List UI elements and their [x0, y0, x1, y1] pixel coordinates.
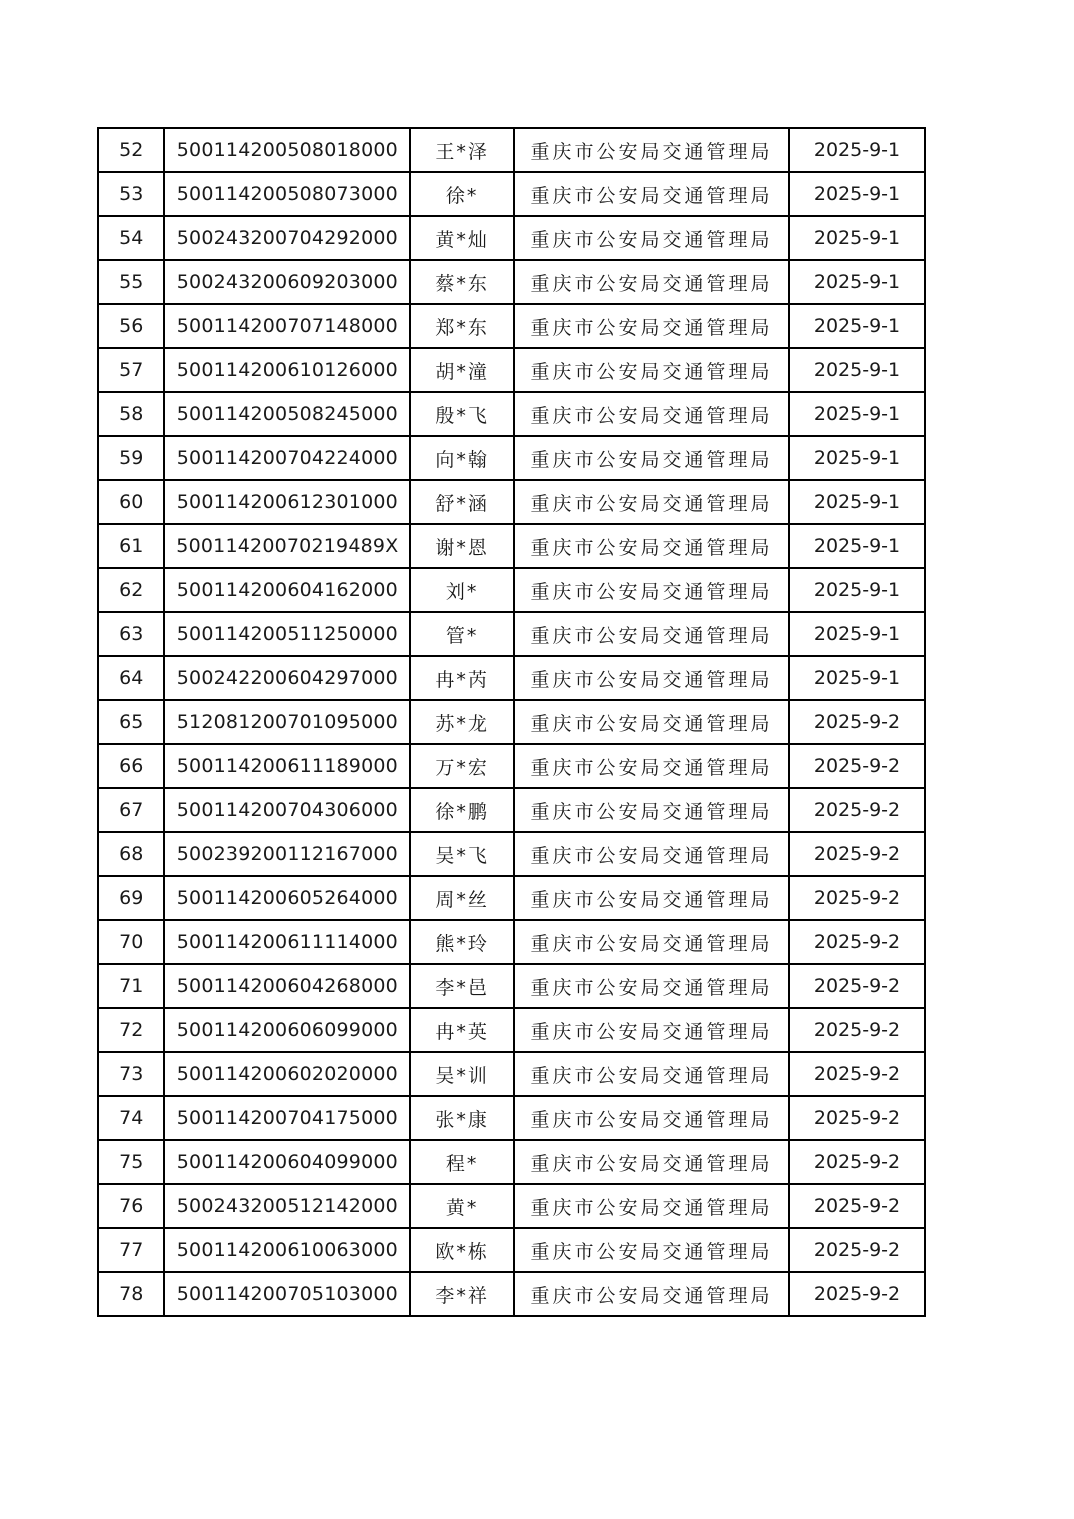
- id-number-cell: 500114200704175000: [164, 1096, 410, 1140]
- table-row: [98, 1052, 925, 1096]
- date-cell: 2025-9-2: [789, 1096, 925, 1140]
- id-number-cell: 500114200511250000: [164, 612, 410, 656]
- id-number-cell: 500114200704224000: [164, 436, 410, 480]
- person-name-cell: 徐*鹏: [410, 788, 514, 832]
- person-name-cell: 郑*东: [410, 304, 514, 348]
- row-number-cell: 68: [98, 832, 164, 876]
- date-cell: 2025-9-2: [789, 920, 925, 964]
- row-number-cell: 57: [98, 348, 164, 392]
- table-row: [98, 216, 925, 260]
- id-number-cell: 500114200604268000: [164, 964, 410, 1008]
- issuing-authority-cell: 重庆市公安局交通管理局: [514, 876, 789, 920]
- table-row: [98, 656, 925, 700]
- person-name-cell: 黄*: [410, 1184, 514, 1228]
- issuing-authority-cell: 重庆市公安局交通管理局: [514, 832, 789, 876]
- date-cell: 2025-9-2: [789, 1228, 925, 1272]
- person-name-cell: 吴*训: [410, 1052, 514, 1096]
- date-cell: 2025-9-1: [789, 348, 925, 392]
- date-cell: 2025-9-2: [789, 788, 925, 832]
- person-name-cell: 冉*芮: [410, 656, 514, 700]
- issuing-authority-cell: 重庆市公安局交通管理局: [514, 1052, 789, 1096]
- issuing-authority-cell: 重庆市公安局交通管理局: [514, 128, 789, 172]
- id-number-cell: 500243200512142000: [164, 1184, 410, 1228]
- issuing-authority-cell: 重庆市公安局交通管理局: [514, 568, 789, 612]
- issuing-authority-cell: 重庆市公安局交通管理局: [514, 480, 789, 524]
- table-row: [98, 920, 925, 964]
- issuing-authority-cell: 重庆市公安局交通管理局: [514, 260, 789, 304]
- id-number-cell: 500114200605264000: [164, 876, 410, 920]
- issuing-authority-cell: 重庆市公安局交通管理局: [514, 964, 789, 1008]
- id-number-cell: 500114200610063000: [164, 1228, 410, 1272]
- row-number-cell: 53: [98, 172, 164, 216]
- date-cell: 2025-9-1: [789, 128, 925, 172]
- date-cell: 2025-9-2: [789, 832, 925, 876]
- person-name-cell: 万*宏: [410, 744, 514, 788]
- table-row: [98, 568, 925, 612]
- id-number-cell: 500114200508245000: [164, 392, 410, 436]
- row-number-cell: 71: [98, 964, 164, 1008]
- id-number-cell: 512081200701095000: [164, 700, 410, 744]
- table-row: [98, 1140, 925, 1184]
- records-table-body: [98, 128, 925, 1316]
- id-number-cell: 500114200707148000: [164, 304, 410, 348]
- date-cell: 2025-9-1: [789, 260, 925, 304]
- row-number-cell: 63: [98, 612, 164, 656]
- person-name-cell: 熊*玲: [410, 920, 514, 964]
- row-number-cell: 61: [98, 524, 164, 568]
- row-number-cell: 54: [98, 216, 164, 260]
- table-row: [98, 876, 925, 920]
- issuing-authority-cell: 重庆市公安局交通管理局: [514, 1228, 789, 1272]
- date-cell: 2025-9-2: [789, 1140, 925, 1184]
- id-number-cell: 500114200610126000: [164, 348, 410, 392]
- id-number-cell: 500242200604297000: [164, 656, 410, 700]
- id-number-cell: 500114200602020000: [164, 1052, 410, 1096]
- date-cell: 2025-9-1: [789, 172, 925, 216]
- row-number-cell: 58: [98, 392, 164, 436]
- records-table: [97, 127, 926, 1317]
- person-name-cell: 王*泽: [410, 128, 514, 172]
- issuing-authority-cell: 重庆市公安局交通管理局: [514, 436, 789, 480]
- person-name-cell: 李*祥: [410, 1272, 514, 1316]
- date-cell: 2025-9-1: [789, 436, 925, 480]
- id-number-cell: 500114200611114000: [164, 920, 410, 964]
- issuing-authority-cell: 重庆市公安局交通管理局: [514, 700, 789, 744]
- person-name-cell: 谢*恩: [410, 524, 514, 568]
- issuing-authority-cell: 重庆市公安局交通管理局: [514, 1272, 789, 1316]
- date-cell: 2025-9-1: [789, 392, 925, 436]
- issuing-authority-cell: 重庆市公安局交通管理局: [514, 304, 789, 348]
- date-cell: 2025-9-1: [789, 216, 925, 260]
- person-name-cell: 向*翰: [410, 436, 514, 480]
- table-row: [98, 172, 925, 216]
- table-row: [98, 1272, 925, 1316]
- id-number-cell: 500114200508073000: [164, 172, 410, 216]
- person-name-cell: 蔡*东: [410, 260, 514, 304]
- person-name-cell: 张*康: [410, 1096, 514, 1140]
- table-row: [98, 524, 925, 568]
- date-cell: 2025-9-1: [789, 612, 925, 656]
- issuing-authority-cell: 重庆市公安局交通管理局: [514, 172, 789, 216]
- row-number-cell: 60: [98, 480, 164, 524]
- row-number-cell: 72: [98, 1008, 164, 1052]
- issuing-authority-cell: 重庆市公安局交通管理局: [514, 216, 789, 260]
- person-name-cell: 程*: [410, 1140, 514, 1184]
- table-row: [98, 260, 925, 304]
- id-number-cell: 500114200604162000: [164, 568, 410, 612]
- person-name-cell: 黄*灿: [410, 216, 514, 260]
- person-name-cell: 胡*潼: [410, 348, 514, 392]
- date-cell: 2025-9-1: [789, 568, 925, 612]
- table-row: [98, 304, 925, 348]
- id-number-cell: 500239200112167000: [164, 832, 410, 876]
- date-cell: 2025-9-1: [789, 480, 925, 524]
- person-name-cell: 殷*飞: [410, 392, 514, 436]
- date-cell: 2025-9-2: [789, 876, 925, 920]
- table-row: [98, 1096, 925, 1140]
- person-name-cell: 吴*飞: [410, 832, 514, 876]
- person-name-cell: 刘*: [410, 568, 514, 612]
- row-number-cell: 55: [98, 260, 164, 304]
- id-number-cell: 500114200508018000: [164, 128, 410, 172]
- date-cell: 2025-9-2: [789, 1272, 925, 1316]
- issuing-authority-cell: 重庆市公安局交通管理局: [514, 788, 789, 832]
- row-number-cell: 64: [98, 656, 164, 700]
- person-name-cell: 徐*: [410, 172, 514, 216]
- row-number-cell: 76: [98, 1184, 164, 1228]
- table-row: [98, 1184, 925, 1228]
- table-row: [98, 612, 925, 656]
- table-row: [98, 744, 925, 788]
- date-cell: 2025-9-2: [789, 744, 925, 788]
- id-number-cell: 500114200604099000: [164, 1140, 410, 1184]
- row-number-cell: 74: [98, 1096, 164, 1140]
- person-name-cell: 舒*涵: [410, 480, 514, 524]
- row-number-cell: 62: [98, 568, 164, 612]
- table-row: [98, 700, 925, 744]
- issuing-authority-cell: 重庆市公安局交通管理局: [514, 348, 789, 392]
- id-number-cell: 500243200704292000: [164, 216, 410, 260]
- table-row: [98, 832, 925, 876]
- row-number-cell: 67: [98, 788, 164, 832]
- issuing-authority-cell: 重庆市公安局交通管理局: [514, 920, 789, 964]
- person-name-cell: 李*邑: [410, 964, 514, 1008]
- date-cell: 2025-9-2: [789, 700, 925, 744]
- id-number-cell: 500114200612301000: [164, 480, 410, 524]
- table-row: [98, 128, 925, 172]
- row-number-cell: 65: [98, 700, 164, 744]
- date-cell: 2025-9-2: [789, 964, 925, 1008]
- person-name-cell: 管*: [410, 612, 514, 656]
- date-cell: 2025-9-1: [789, 304, 925, 348]
- id-number-cell: 500243200609203000: [164, 260, 410, 304]
- issuing-authority-cell: 重庆市公安局交通管理局: [514, 1184, 789, 1228]
- issuing-authority-cell: 重庆市公安局交通管理局: [514, 1140, 789, 1184]
- date-cell: 2025-9-2: [789, 1008, 925, 1052]
- table-row: [98, 480, 925, 524]
- row-number-cell: 73: [98, 1052, 164, 1096]
- person-name-cell: 周*丝: [410, 876, 514, 920]
- row-number-cell: 59: [98, 436, 164, 480]
- row-number-cell: 69: [98, 876, 164, 920]
- row-number-cell: 78: [98, 1272, 164, 1316]
- issuing-authority-cell: 重庆市公安局交通管理局: [514, 1008, 789, 1052]
- person-name-cell: 欧*栋: [410, 1228, 514, 1272]
- row-number-cell: 70: [98, 920, 164, 964]
- issuing-authority-cell: 重庆市公安局交通管理局: [514, 524, 789, 568]
- issuing-authority-cell: 重庆市公安局交通管理局: [514, 656, 789, 700]
- row-number-cell: 77: [98, 1228, 164, 1272]
- date-cell: 2025-9-2: [789, 1052, 925, 1096]
- row-number-cell: 56: [98, 304, 164, 348]
- date-cell: 2025-9-2: [789, 1184, 925, 1228]
- row-number-cell: 75: [98, 1140, 164, 1184]
- issuing-authority-cell: 重庆市公安局交通管理局: [514, 392, 789, 436]
- issuing-authority-cell: 重庆市公安局交通管理局: [514, 612, 789, 656]
- id-number-cell: 500114200705103000: [164, 1272, 410, 1316]
- id-number-cell: 500114200704306000: [164, 788, 410, 832]
- issuing-authority-cell: 重庆市公安局交通管理局: [514, 744, 789, 788]
- table-row: [98, 348, 925, 392]
- id-number-cell: 500114200606099000: [164, 1008, 410, 1052]
- date-cell: 2025-9-1: [789, 656, 925, 700]
- table-row: [98, 392, 925, 436]
- table-row: [98, 788, 925, 832]
- id-number-cell: 50011420070219489X: [164, 524, 410, 568]
- person-name-cell: 苏*龙: [410, 700, 514, 744]
- row-number-cell: 52: [98, 128, 164, 172]
- table-row: [98, 1228, 925, 1272]
- person-name-cell: 冉*英: [410, 1008, 514, 1052]
- table-row: [98, 1008, 925, 1052]
- table-row: [98, 436, 925, 480]
- id-number-cell: 500114200611189000: [164, 744, 410, 788]
- table-row: [98, 964, 925, 1008]
- date-cell: 2025-9-1: [789, 524, 925, 568]
- row-number-cell: 66: [98, 744, 164, 788]
- issuing-authority-cell: 重庆市公安局交通管理局: [514, 1096, 789, 1140]
